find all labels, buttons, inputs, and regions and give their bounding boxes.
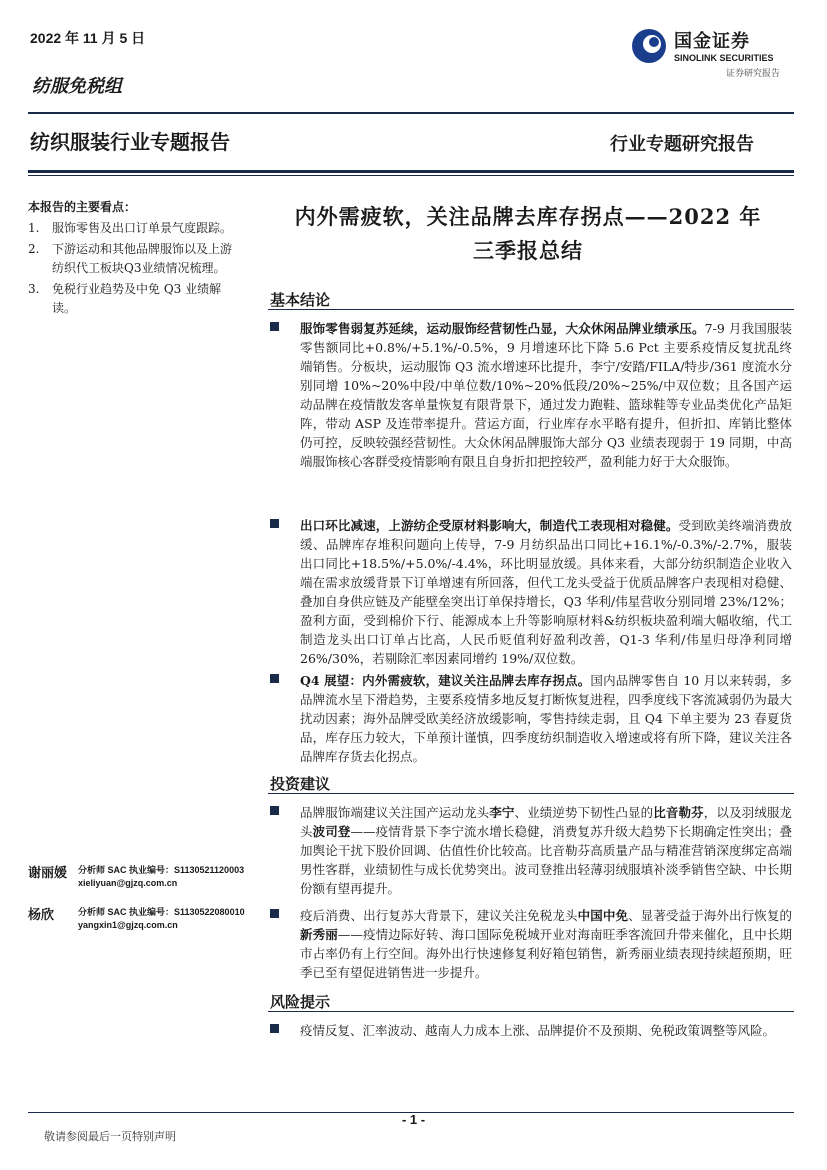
- analyst-info: [78, 864, 244, 890]
- analyst-email[interactable]: yangxin1@gjzq.com.cn: [78, 920, 178, 930]
- bullet-lead: 服饰零售弱复苏延续，运动服饰经营韧性凸显，大众休闲品牌业绩承压。: [300, 321, 705, 336]
- main-title-line2: 三季报总结: [473, 238, 583, 263]
- highlight-text: 下游运动和其他品牌服饰以及上游纺织代工板块Q3业绩情况梳理。: [52, 242, 233, 275]
- highlight-item: [28, 280, 233, 318]
- investment-bullet: [270, 803, 792, 898]
- square-bullet-icon: [270, 674, 279, 683]
- page-number: - 1 -: [401, 1112, 426, 1127]
- report-type: 行业专题研究报告: [610, 134, 754, 155]
- conclusion-bullet: [270, 671, 792, 766]
- analyst-name: 杨欣: [28, 908, 55, 923]
- bullet-body: 7-9 月我国服装零售额同比+0.8%/+5.1%/-0.5%，9 月增速环比下降 5.6 Pct 主要系疫情反复扰乱终端销售。分板块，运动服饰 Q3 流水增速环比提升，李宁/安踏/FILA/特步/361 度流水分别同增 10%~20%中段/中单位数/10%~20%低段/20%~25%/中双位数；且各国产运动品牌在疫情散发客单量恢复有限背景下，通过发力跑鞋、篮球鞋等专业品类优化产品矩阵，带动 ASP 及连带率提升。营运方面，行业库存水平略有提升，但折扣、库销比整体仍可控，反映较强经营韧性。大众休闲品牌服饰大部分 Q3 业绩表现弱于 19 同期，中高端服饰核心客群受疫情影响有限且自身折扣把控较严，盈利能力好于大众服饰。: [300, 321, 792, 469]
- highlight-item: [28, 219, 233, 238]
- square-bullet-icon: [270, 519, 279, 528]
- square-bullet-icon: [270, 1024, 279, 1033]
- bullet-text: 、业绩逆势下韧性凸显的: [514, 805, 654, 820]
- bullet-text: 品牌服饰端建议关注国产运动龙头: [300, 805, 490, 820]
- highlight-number: 3.: [28, 282, 40, 296]
- stock-name: 波司登: [312, 824, 351, 839]
- sidebar-title: 本报告的主要看点：: [28, 200, 137, 214]
- report-title: 纺织服装行业专题报告: [30, 130, 230, 154]
- disclaimer-note: 敬请参阅最后一页特别声明: [44, 1130, 176, 1143]
- logo-name-cn: 国金证券: [674, 31, 750, 52]
- section-heading-investment: 投资建议: [270, 775, 331, 793]
- highlight-number: 2.: [28, 242, 40, 256]
- header-divider-thin: [28, 175, 794, 176]
- header-divider: [28, 112, 794, 114]
- square-bullet-icon: [270, 806, 279, 815]
- section-divider: [268, 1011, 794, 1012]
- bullet-text: 、显著受益于海外出行恢复的: [628, 908, 792, 923]
- logo-subtitle: 证券研究报告: [726, 69, 781, 79]
- highlight-text: 服饰零售及出口订单景气度跟踪。: [52, 221, 233, 235]
- section-heading-risk: 风险提示: [270, 993, 331, 1011]
- risk-bullet: [270, 1021, 792, 1040]
- investment-bullet: [270, 906, 792, 982]
- analyst-license: 分析师 SAC 执业编号：S1130521120003: [78, 865, 245, 875]
- square-bullet-icon: [270, 909, 279, 918]
- stock-name: 李宁: [489, 805, 515, 820]
- sinolink-logo-icon: [630, 27, 668, 65]
- section-divider: [268, 793, 794, 794]
- conclusion-bullet: [270, 319, 792, 471]
- header-divider-thick: [28, 170, 794, 173]
- report-date: 2022 年 11 月 5 日: [30, 30, 146, 46]
- highlight-text: 免税行业趋势及中免 Q3 业绩解读。: [52, 282, 222, 315]
- analyst-license: 分析师 SAC 执业编号：S1130522080010: [78, 907, 245, 917]
- stock-name: 中国中免: [577, 908, 629, 923]
- bullet-text: 疫后消费、出行复苏大背景下，建议关注免税龙头: [300, 908, 578, 923]
- section-heading-conclusion: 基本结论: [270, 291, 331, 309]
- analyst-name: 谢丽媛: [28, 866, 68, 881]
- stock-name: 比音勒芬: [653, 805, 704, 820]
- main-title: [262, 200, 794, 268]
- bullet-lead: Q4 展望：内外需疲软，建议关注品牌去库存拐点。: [300, 673, 591, 688]
- section-divider: [268, 309, 794, 310]
- highlight-item: [28, 240, 233, 278]
- bullet-text: ——疫情背景下李宁流水增长稳健，消费复苏升级大趋势下长期确定性突出；叠加舆论干扰下股价回调、估值性价比较高。比音勒芬高质量产品与精准营销深度绑定高端男性客群，业绩韧性与成长优势突出。波司登推出轻薄羽绒服填补淡季销售空缺、中长期份额有望再提升。: [300, 824, 792, 896]
- research-group: 纺服免税组: [32, 76, 122, 97]
- sidebar-highlights: [28, 198, 233, 320]
- logo-name-en: SINOLINK SECURITIES: [674, 53, 774, 63]
- main-title-line1: 内外需疲软，关注品牌去库存拐点——2022 年: [294, 204, 762, 229]
- bullet-body: 国内品牌零售自 10 月以来转弱，多品牌流水呈下滑趋势，主要系疫情多地反复打断恢复进程，四季度线下客流减弱仍为最大扰动因素；海外品牌受欧美经济放缓影响，零售持续走弱，且 Q4 下单主要为 23 春夏货品，库存压力较大，下单预计谨慎，四季度纺织制造收入增速或将有所下降，建议关注各品牌库存货去化拐点。: [300, 673, 792, 764]
- bullet-text: ，以及羽绒服龙头: [300, 805, 792, 839]
- bullet-body: 受到欧美终端消费放缓、品牌库存堆积问题向上传导，7-9 月纺织品出口同比+16.1%/-0.3%/-2.7%，服装出口同比+18.5%/+5.0%/-4.4%，环比明显放缓。具体来看，大部分纺织制造企业收入端在需求放缓背景下订单增速有所回落，但代工龙头受益于优质品牌客户表现相对稳健、叠加自身供应链及产能壁垒突出订单保持增长，Q3 华利/伟星营收分别同增 23%/12%；盈利方面，受到棉价下行、能源成本上升等影响原材料&纺织板块盈利端大幅收缩，代工制造龙头出口订单占比高，人民币贬值利好盈利改善，Q1-3 华利/伟星归母净利同增 26%/30%，若剔除汇率因素同增约 19%/双位数。: [300, 518, 792, 666]
- stock-name: 新秀丽: [300, 927, 338, 942]
- bullet-text: 疫情反复、汇率波动、越南人力成本上涨、品牌提价不及预期、免税政策调整等风险。: [300, 1023, 776, 1038]
- highlight-number: 1.: [28, 221, 40, 235]
- bullet-lead: 出口环比减速，上游纺企受原材料影响大，制造代工表现相对稳健。: [300, 518, 679, 533]
- square-bullet-icon: [270, 322, 279, 331]
- conclusion-bullet: [270, 516, 792, 668]
- analyst-info: [78, 906, 245, 932]
- bullet-text: ——疫情边际好转、海口国际免税城开业对海南旺季客流回升带来催化，且中长期市占率仍有上行空间。海外出行快速修复利好箱包销售，新秀丽业绩表现持续超预期，旺季已至有望促进销售进一步提升。: [300, 927, 792, 980]
- analyst-email[interactable]: xieliyuan@gjzq.com.cn: [78, 878, 178, 888]
